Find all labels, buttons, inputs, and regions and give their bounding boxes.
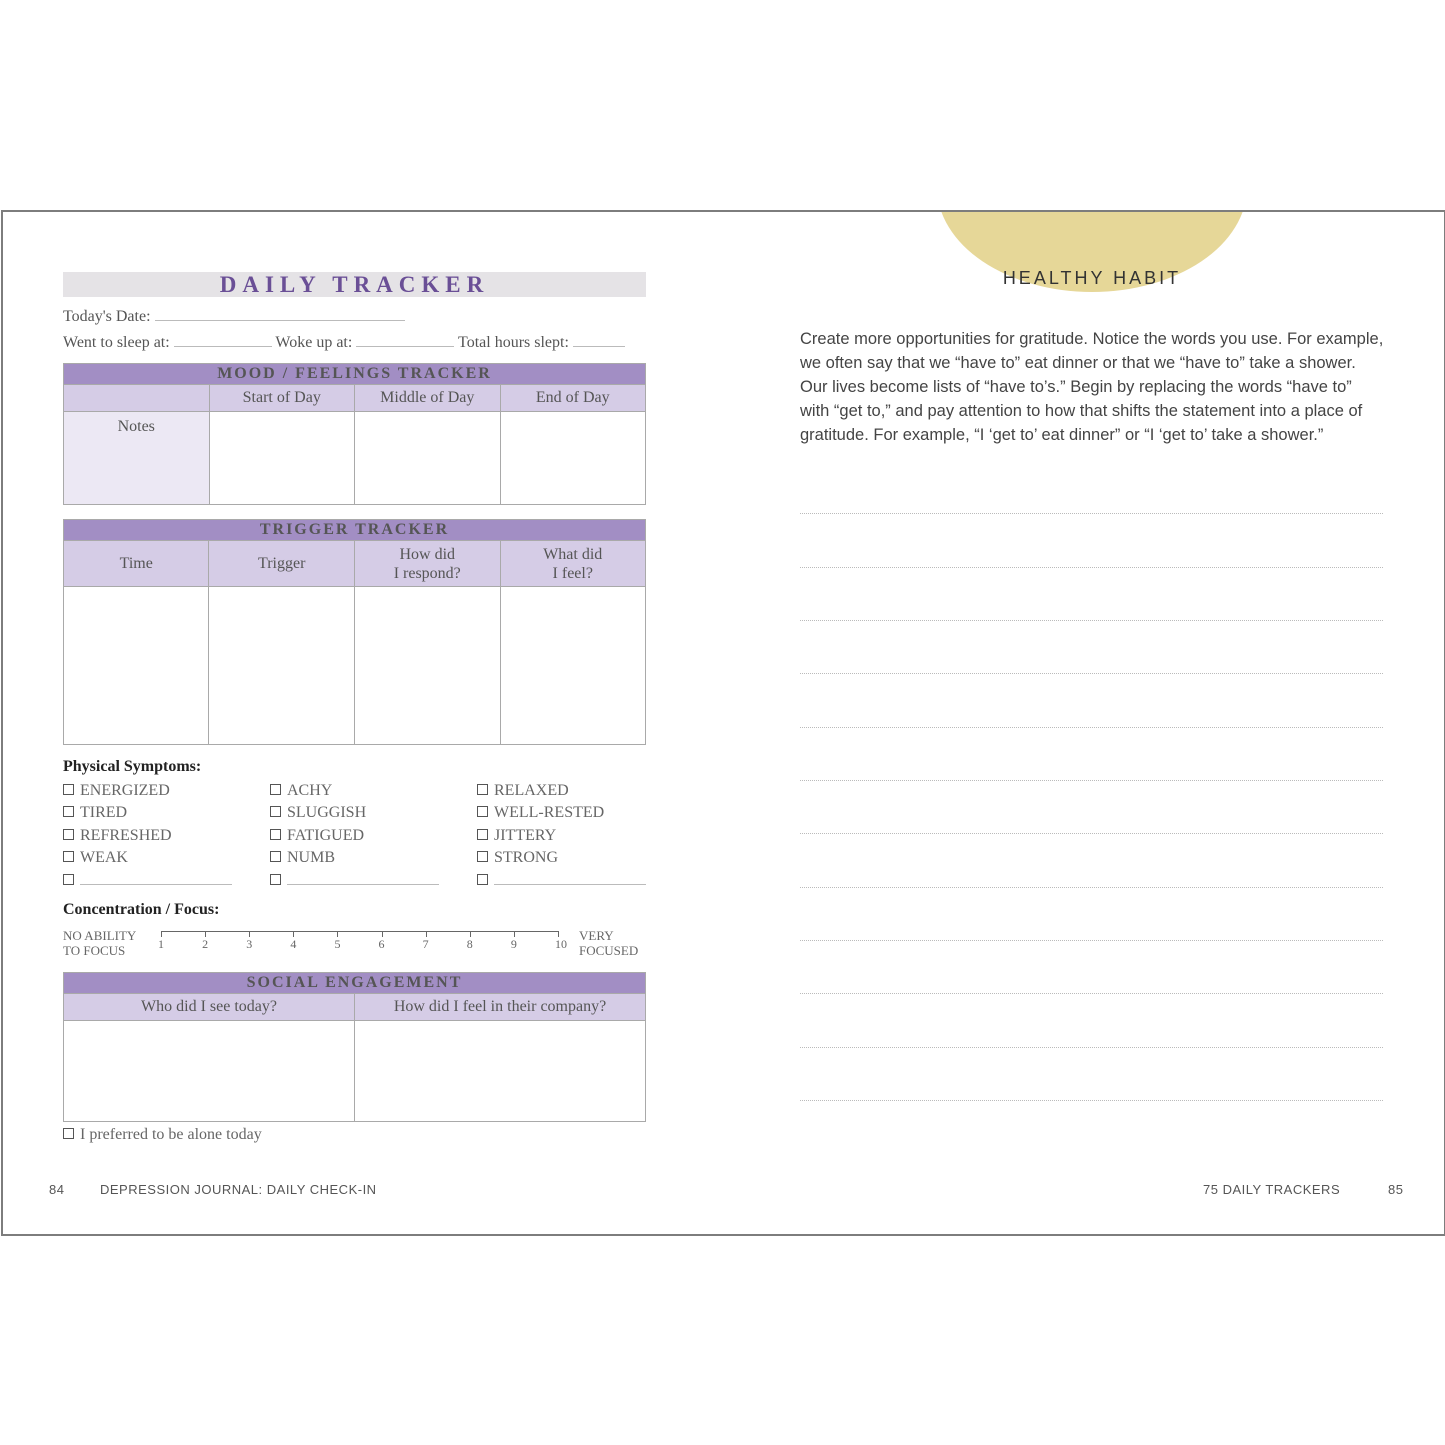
physical-symptoms-list [63, 782, 663, 897]
todays-date-field[interactable] [155, 320, 405, 321]
symptom-label: REFRESHED [80, 827, 172, 844]
symptom-checkbox[interactable] [63, 849, 128, 867]
symptom-label: WELL-RESTED [494, 804, 605, 821]
symptom-custom-checkbox[interactable] [477, 872, 646, 890]
trigger-time-cell[interactable] [64, 587, 209, 745]
writing-line[interactable] [800, 887, 1383, 888]
todays-date-label: Today's Date: [63, 308, 151, 325]
trigger-respond-cell[interactable] [354, 587, 500, 745]
writing-line[interactable] [800, 567, 1383, 568]
todays-date-row [63, 308, 405, 326]
focus-tick-label: 4 [290, 937, 297, 951]
checkbox-icon[interactable] [477, 851, 488, 862]
page-number-right: 85 [1388, 1182, 1404, 1197]
social-who-cell[interactable] [64, 1021, 355, 1122]
physical-symptoms-heading: Physical Symptoms: [63, 758, 202, 775]
checkbox-icon[interactable] [63, 806, 74, 817]
healthy-habit-body: Create more opportunities for gratitude. Notice the words you use. For example, we often say that we “have to” eat dinner or that we “have to” take a shower. Our lives become lists of “have to’s.” Begin by replacing the words “have to” with “get to,” and pay attention to how that shifts the statement into a place of gratitude. For example, “I ‘get to’ eat dinner” or “I ‘get to’ take a shower.” [800, 330, 1384, 444]
symptom-checkbox[interactable] [477, 849, 558, 867]
symptom-label: STRONG [494, 849, 559, 866]
symptom-label: ACHY [287, 782, 333, 799]
checkbox-icon[interactable] [270, 851, 281, 862]
writing-line[interactable] [800, 727, 1383, 728]
social-feel-cell[interactable] [355, 1021, 646, 1122]
symptom-label: WEAK [80, 849, 128, 866]
alone-checkbox[interactable] [63, 1126, 262, 1144]
went-to-sleep-label: Went to sleep at: [63, 334, 170, 351]
trigger-tracker-title: TRIGGER TRACKER [64, 520, 646, 541]
symptom-custom-checkbox[interactable] [270, 872, 439, 890]
social-col-feel: How did I feel in their company? [355, 994, 646, 1021]
symptom-checkbox[interactable] [270, 782, 332, 800]
focus-tick-label: 2 [202, 937, 209, 951]
writing-line[interactable] [800, 513, 1383, 514]
focus-low-line2: TO FOCUS [63, 943, 126, 958]
checkbox-icon[interactable] [63, 829, 74, 840]
symptom-checkbox[interactable] [477, 782, 569, 800]
checkbox-icon[interactable] [270, 806, 281, 817]
went-to-sleep-field[interactable] [174, 346, 272, 347]
total-hours-field[interactable] [573, 346, 625, 347]
symptom-label: JITTERY [494, 827, 557, 844]
checkbox-icon[interactable] [477, 829, 488, 840]
symptom-custom-field[interactable] [80, 884, 232, 885]
book-spread [1, 210, 1445, 1236]
checkbox-icon[interactable] [270, 829, 281, 840]
mood-col-middle: Middle of Day [354, 385, 500, 412]
social-col-who: Who did I see today? [64, 994, 355, 1021]
page-number-left: 84 [49, 1182, 65, 1197]
symptom-custom-field[interactable] [287, 884, 439, 885]
writing-line[interactable] [800, 673, 1383, 674]
checkbox-icon[interactable] [63, 874, 74, 885]
mood-start-cell[interactable] [209, 412, 354, 505]
writing-line[interactable] [800, 620, 1383, 621]
focus-tick-label: 10 [555, 937, 567, 951]
writing-line[interactable] [800, 1100, 1383, 1101]
mood-col-end: End of Day [500, 385, 645, 412]
writing-line[interactable] [800, 780, 1383, 781]
symptom-checkbox[interactable] [477, 827, 556, 845]
writing-line[interactable] [800, 940, 1383, 941]
symptom-label: FATIGUED [287, 827, 365, 844]
symptom-label: SLUGGISH [287, 804, 367, 821]
total-hours-label: Total hours slept: [458, 334, 569, 351]
mood-col-blank [64, 385, 210, 412]
checkbox-icon[interactable] [63, 784, 74, 795]
mood-tracker-table [63, 363, 646, 505]
focus-tick-label: 8 [466, 937, 473, 951]
healthy-habit-title: HEALTHY HABIT [1002, 268, 1182, 288]
symptom-checkbox[interactable] [477, 804, 604, 822]
trigger-trigger-cell[interactable] [209, 587, 355, 745]
woke-up-label: Woke up at: [275, 334, 353, 351]
focus-tick-label: 5 [334, 937, 341, 951]
social-engagement-table [63, 972, 646, 1122]
trigger-tracker-table [63, 519, 646, 745]
mood-end-cell[interactable] [500, 412, 645, 505]
focus-tick-label: 9 [510, 937, 517, 951]
symptom-checkbox[interactable] [63, 827, 172, 845]
mood-middle-cell[interactable] [354, 412, 500, 505]
symptom-custom-checkbox[interactable] [63, 872, 232, 890]
focus-low-label [63, 928, 136, 958]
running-head-right: 75 DAILY TRACKERS [1203, 1182, 1341, 1197]
focus-high-label [579, 928, 638, 958]
focus-scale-line [161, 931, 558, 932]
symptom-checkbox[interactable] [270, 827, 364, 845]
focus-tick-label: 3 [246, 937, 253, 951]
trigger-col-feel: What did I feel? [500, 541, 645, 587]
symptom-label: RELAXED [494, 782, 569, 799]
checkbox-icon[interactable] [477, 806, 488, 817]
checkbox-icon[interactable] [63, 851, 74, 862]
symptom-label: TIRED [80, 804, 128, 821]
writing-line[interactable] [800, 1047, 1383, 1048]
daily-tracker-title: DAILY TRACKER [63, 272, 646, 297]
focus-tick-label: 7 [422, 937, 429, 951]
symptom-checkbox[interactable] [270, 804, 366, 822]
symptom-checkbox[interactable] [63, 782, 170, 800]
symptom-label: ENERGIZED [80, 782, 170, 799]
mood-tracker-title: MOOD / FEELINGS TRACKER [64, 364, 646, 385]
checkbox-icon[interactable] [477, 784, 488, 795]
symptom-checkbox[interactable] [63, 804, 127, 822]
checkbox-icon[interactable] [270, 874, 281, 885]
symptom-label: NUMB [287, 849, 336, 866]
trigger-col-trigger: Trigger [209, 541, 355, 587]
focus-high-line1: VERY [579, 928, 614, 943]
focus-tick-label: 6 [378, 937, 385, 951]
sleep-row [63, 334, 625, 352]
focus-high-line2: FOCUSED [579, 943, 639, 958]
writing-line[interactable] [800, 993, 1383, 994]
trigger-col-time: Time [64, 541, 209, 587]
focus-tick-label: 1 [158, 937, 164, 951]
checkbox-icon[interactable] [477, 874, 488, 885]
checkbox-icon[interactable] [63, 1128, 74, 1139]
woke-up-field[interactable] [356, 346, 454, 347]
mood-col-start: Start of Day [209, 385, 354, 412]
trigger-col-respond: How did I respond? [354, 541, 500, 587]
running-head-left: DEPRESSION JOURNAL: DAILY CHECK-IN [100, 1182, 377, 1197]
focus-low-line1: NO ABILITY [63, 928, 137, 943]
focus-scale[interactable] [155, 928, 567, 958]
concentration-heading: Concentration / Focus: [63, 901, 220, 918]
symptom-checkbox[interactable] [270, 849, 335, 867]
writing-line[interactable] [800, 833, 1383, 834]
alone-label: I preferred to be alone today [80, 1126, 262, 1143]
symptom-custom-field[interactable] [494, 884, 646, 885]
mood-notes-label: Notes [64, 412, 210, 505]
social-engagement-title: SOCIAL ENGAGEMENT [64, 973, 646, 994]
checkbox-icon[interactable] [270, 784, 281, 795]
trigger-feel-cell[interactable] [500, 587, 645, 745]
